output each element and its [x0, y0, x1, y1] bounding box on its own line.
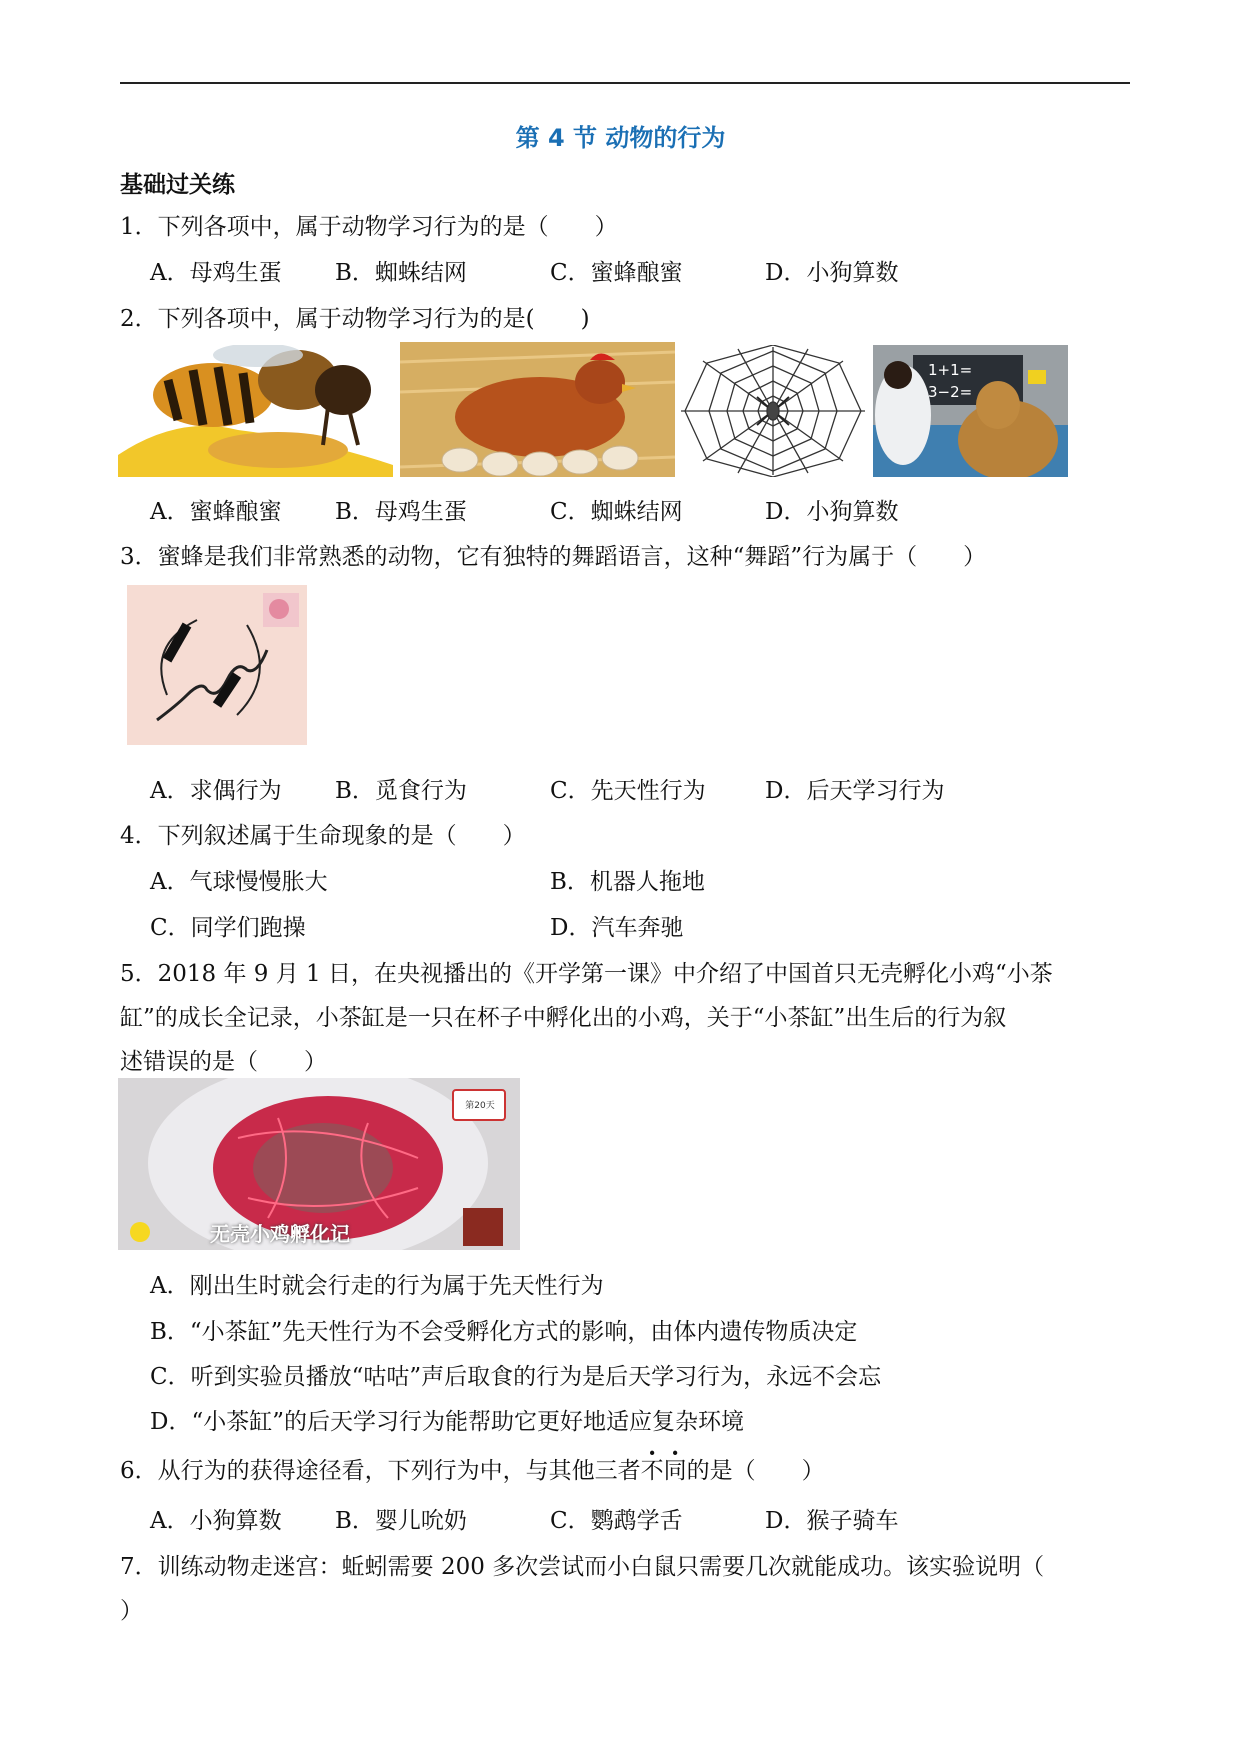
q1-option-c: C．蜜蜂酿蜜: [550, 260, 683, 286]
dog-counting-image: [873, 345, 1068, 477]
section-heading: 基础过关练: [120, 172, 235, 198]
question-5-stem-line-2: 缸”的成长全记录，小茶缸是一只在杯子中孵化出的小鸡，关于“小茶缸”出生后的行为叙: [120, 1005, 1007, 1031]
q5-option-c: C．听到实验员播放“咕咕”声后取食的行为是后天学习行为，永远不会忘: [150, 1364, 882, 1390]
board-line-1: 1+1=: [928, 361, 973, 379]
question-6-stem-part-1: 6．从行为的获得途径看，下列行为中，与其他三者: [120, 1458, 641, 1484]
q3-option-b: B．觅食行为: [335, 778, 467, 804]
q1-option-a: A．母鸡生蛋: [150, 260, 282, 286]
shellless-chick-image: [118, 1078, 520, 1250]
day-badge: 第20天: [465, 1101, 495, 1111]
q2-option-a: A．蜜蜂酿蜜: [150, 499, 282, 525]
q5-option-a: A．刚出生时就会行走的行为属于先天性行为: [150, 1273, 604, 1299]
q6-option-c: C．鹦鹉学舌: [550, 1508, 683, 1534]
spider-web-image: [678, 345, 868, 477]
header-rule: [120, 82, 1130, 84]
emphasis-char-1: 不: [640, 1458, 664, 1484]
q5-option-b: B．“小茶缸”先天性行为不会受孵化方式的影响，由体内遗传物质决定: [150, 1319, 858, 1345]
question-7-stem-line-1: 7．训练动物走迷宫：蚯蚓需要 200 多次尝试而小白鼠只需要几次就能成功。该实验说明（: [120, 1554, 1045, 1580]
q3-option-a: A．求偶行为: [150, 778, 282, 804]
q3-option-c: C．先天性行为: [550, 778, 706, 804]
q6-option-b: B．婴儿吮奶: [335, 1508, 467, 1534]
question-6-stem: [120, 1452, 825, 1485]
question-6-stem-part-2: 的是（ ）: [686, 1458, 825, 1484]
bee-image: [118, 345, 393, 477]
q2-option-b: B．母鸡生蛋: [335, 499, 467, 525]
question-4-stem: 4．下列叙述属于生命现象的是（ ）: [120, 823, 526, 849]
q4-option-b: B．机器人拖地: [550, 869, 705, 895]
bee-dance-image: [127, 585, 307, 745]
q2-option-d: D．小狗算数: [765, 499, 899, 525]
question-7-stem-line-2: ）: [120, 1598, 143, 1624]
question-1-stem: 1．下列各项中，属于动物学习行为的是（ ）: [120, 214, 618, 240]
question-5-stem-line-3: 述错误的是（ ）: [120, 1049, 327, 1075]
image-caption: 无壳小鸡孵化记: [210, 1222, 350, 1246]
q3-option-d: D．后天学习行为: [765, 778, 945, 804]
q5-option-d: D．“小茶缸”的后天学习行为能帮助它更好地适应复杂环境: [150, 1409, 744, 1435]
q4-option-a: A．气球慢慢胀大: [150, 869, 328, 895]
q4-option-c: C．同学们跑操: [150, 915, 306, 941]
question-5-stem-line-1: 5．2018 年 9 月 1 日，在央视播出的《开学第一课》中介绍了中国首只无壳孵化小鸡“小茶: [120, 961, 1053, 987]
q1-option-b: B．蜘蛛结网: [335, 260, 467, 286]
q6-option-d: D．猴子骑车: [765, 1508, 899, 1534]
question-3-stem: 3．蜜蜂是我们非常熟悉的动物，它有独特的舞蹈语言，这种“舞蹈”行为属于（ ）: [120, 544, 987, 570]
hen-image: [400, 342, 675, 477]
q6-option-a: A．小狗算数: [150, 1508, 282, 1534]
emphasis-char-2: 同: [663, 1458, 687, 1484]
q2-option-c: C．蜘蛛结网: [550, 499, 683, 525]
question-2-stem: 2．下列各项中，属于动物学习行为的是( ): [120, 306, 590, 332]
q1-option-d: D．小狗算数: [765, 260, 899, 286]
board-line-2: 3−2=: [928, 383, 973, 401]
page-title: 第 4 节 动物的行为: [515, 124, 726, 152]
q4-option-d: D．汽车奔驰: [550, 915, 684, 941]
